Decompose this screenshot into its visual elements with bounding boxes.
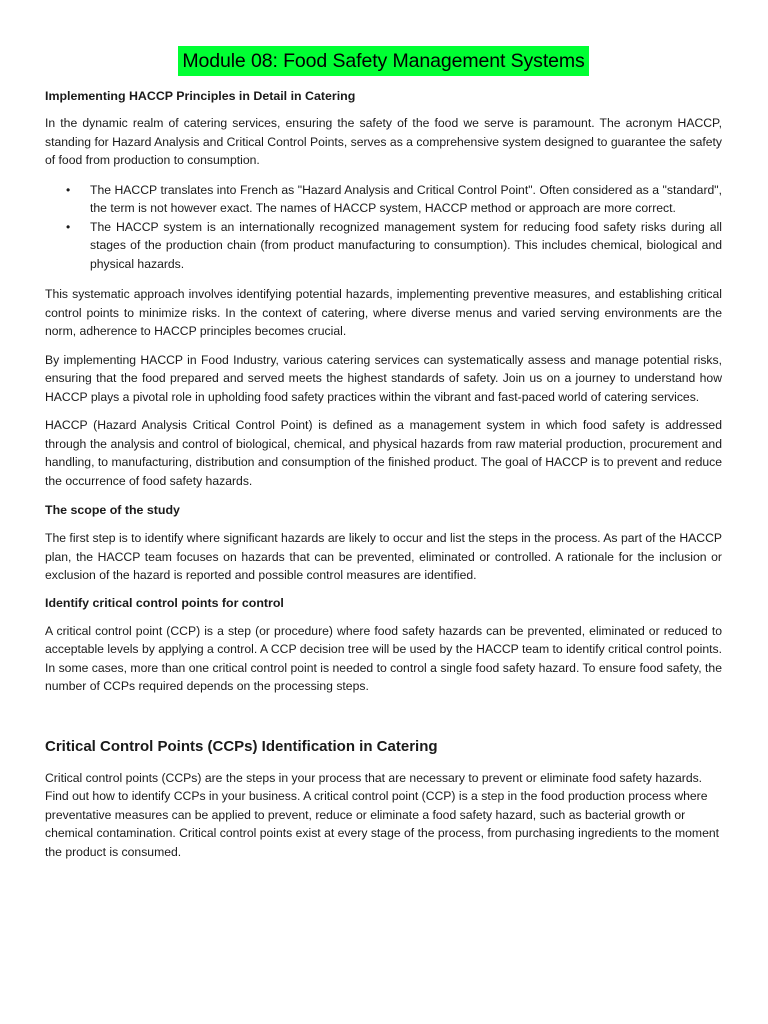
paragraph-implementing-haccp: By implementing HACCP in Food Industry, various catering services can systematically assess and manage potential risks, ensuring that the food prepared and served meets the highest standards of safety. Join us on a journey to understand how HACCP plays a pivotal role in upholding food safety practices within the vibrant and fast-paced world of catering services. bbox=[45, 352, 722, 404]
section-heading-implementing: Implementing HACCP Principles in Detail in Catering bbox=[45, 89, 356, 103]
bullet-list bbox=[45, 181, 722, 274]
bullet-icon: • bbox=[66, 182, 71, 197]
paragraph-haccp-definition: HACCP (Hazard Analysis Critical Control Point) is defined as a management system in which food safety is addressed through the analysis and control of biological, chemical, and physical hazards from raw material production, procurement and handling, to manufacturing, distribution and consumption of the finished product. The goal of HACCP is to prevent and reduce the occurrence of food safety hazards. bbox=[45, 418, 722, 488]
list-item bbox=[45, 218, 722, 274]
paragraph-scope: The first step is to identify where significant hazards are likely to occur and list the steps in the process. As part of the HACCP plan, the HACCP team focuses on hazards that can be prevented, eliminated or controlled. A rationale for the inclusion or exclusion of the hazard is reported and possible control measures are identified. bbox=[45, 531, 722, 582]
section-heading-identify-ccp: Identify critical control points for control bbox=[45, 595, 284, 610]
section-heading-ccp-catering: Critical Control Points (CCPs) Identification in Catering bbox=[45, 737, 438, 755]
intro-paragraph: In the dynamic realm of catering services, ensuring the safety of the food we serve is paramount. The acronym HACCP, standing for Hazard Analysis and Critical Control Points, serves as a comprehensive system designed to guarantee the safety of food from production to consumption. bbox=[45, 116, 722, 167]
paragraph-ccp-catering: Critical control points (CCPs) are the steps in your process that are necessary to prevent or eliminate food safety hazards. Find out how to identify CCPs in your business. A critical control point (CCP) is a step in the food production process where preventative measures can be applied to prevent, reduce or eliminate a food safety hazard, such as bacterial growth or chemical contamination. Critical control points exist at every stage of the process, from purchasing ingredients to the moment the product is consumed. bbox=[45, 770, 720, 859]
bullet-icon: • bbox=[66, 219, 71, 234]
list-item bbox=[45, 181, 722, 218]
document-page bbox=[45, 0, 722, 861]
paragraph-systematic-approach: This systematic approach involves identifying potential hazards, implementing preventive measures, and establishing critical control points to minimize risks. In the context of catering, where diverse menus and varied serving environments are the norm, adherence to HACCP principles becomes crucial. bbox=[45, 287, 722, 338]
bullet-text: The HACCP system is an internationally recognized management system for reducing food safety risks during all stages of the production chain (from product manufacturing to consumption). This includes chemical, biological and physical hazards. bbox=[90, 219, 722, 271]
page-title: Module 08: Food Safety Management Systems bbox=[178, 46, 588, 76]
paragraph-ccp: A critical control point (CCP) is a step (or procedure) where food safety hazards can be prevented, eliminated or reduced to acceptable levels by applying a control. A CCP decision tree will be used by the HACCP team to identify critical control points. In some cases, more than one critical control point is needed to control a single food safety hazard. To ensure food safety, the number of CCPs required depends on the processing steps. bbox=[45, 623, 722, 693]
title-wrap bbox=[45, 46, 722, 78]
section-heading-scope: The scope of the study bbox=[45, 503, 180, 517]
bullet-text: The HACCP translates into French as "Hazard Analysis and Critical Control Point". Often considered as a "standard", the term is not however exact. The names of HACCP system, HACCP method or approach are more correct. bbox=[90, 182, 722, 215]
